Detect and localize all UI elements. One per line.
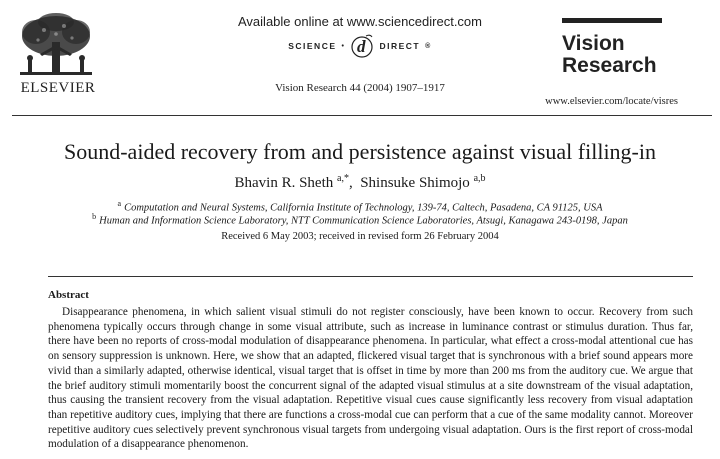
journal-brand-title — [562, 33, 657, 77]
publisher-wordmark: ELSEVIER — [20, 80, 96, 96]
abstract-divider — [48, 276, 693, 277]
paper-title: Sound-aided recovery from and persistence against visual filling-in — [64, 139, 656, 164]
brand-rule — [562, 18, 662, 23]
journal-brand-line1: Vision — [562, 32, 625, 55]
received-dates: Received 6 May 2003; received in revised form 26 February 2004 — [221, 231, 499, 242]
author-name: Shinsuke Shimojo — [360, 175, 470, 191]
sd-left-word: SCIENCE — [288, 41, 337, 51]
elsevier-tree-logo — [14, 12, 98, 90]
affiliation-text: Human and Information Science Laboratory, NTT Communication Science Laboratories, Atsugi, Kanagawa 243-0198, Japan — [99, 215, 628, 227]
sd-registered-icon: ® — [425, 42, 432, 50]
affiliation-b — [0, 212, 720, 227]
available-online-text[interactable]: Available online at www.sciencedirect.com — [238, 14, 482, 29]
affiliation-mark: b — [92, 212, 97, 221]
sd-bullet-icon: • — [341, 42, 346, 50]
abstract-body: Disappearance phenomena, in which salient visual stimuli do not register consciously, have been known to occur. Recovery from such phenomena typically occurs through change in some visual attribute, such as increase in luminance contrast or stimulus duration. Thus far, there have been no reports of cross-modal modulation of disappearance phenomena. In particular, what effect a cross-modal attentional cue has on sensory suppression is unknown. Here, we show that an adapted, flickered visual target that is synchronous with a brief sound appears more vivid than a similarly adapted, otherwise identical, visual target that is offset in time by more than 200 ms from the auditory cue. We argue that the brief auditory stimuli momentarily boost the concurrent signal of the adapted visual stimulus at a site downstream of the visual adaptation, thus causing the transient recovery from the visual adaptation. Repetitive visual cues cause significantly less recovery from visual adaptation than repetitive auditory cues, implying that there are functions a cross-modal cue can perform that a cue of the same modality cannot. Moreover repetitive auditory cues selectively prevent synchronous visual targets from undergoing visual adaptation. Ours is the first report of cross-modal modulation of a disappearance phenomenon. — [48, 306, 693, 451]
abstract-heading: Abstract — [48, 289, 89, 301]
sd-right-word: DIRECT — [379, 41, 421, 51]
journal-brand-line2: Research — [562, 54, 657, 77]
author-affil-mark[interactable]: a,b — [473, 173, 486, 184]
header-divider — [12, 115, 712, 116]
author-list: Bhavin R. Sheth $^{a,*}$, Shinsuke Shimojo $^{a,b}$ — [234, 173, 486, 191]
sciencedirect-logo — [266, 33, 454, 59]
journal-citation: Vision Research 44 (2004) 1907–1917 — [275, 82, 445, 94]
author-affil-mark[interactable]: a,* — [337, 173, 349, 184]
sd-d-mark-icon — [349, 33, 375, 59]
affiliation-mark: a — [117, 199, 122, 208]
affiliation-text: Computation and Neural Systems, California Institute of Technology, 139-74, Caltech, Pasadena, CA 91125, USA — [124, 202, 603, 214]
author-name: Bhavin R. Sheth — [234, 175, 334, 191]
svg-text:d: d — [357, 37, 368, 56]
journal-url[interactable]: www.elsevier.com/locate/visres — [545, 96, 678, 107]
